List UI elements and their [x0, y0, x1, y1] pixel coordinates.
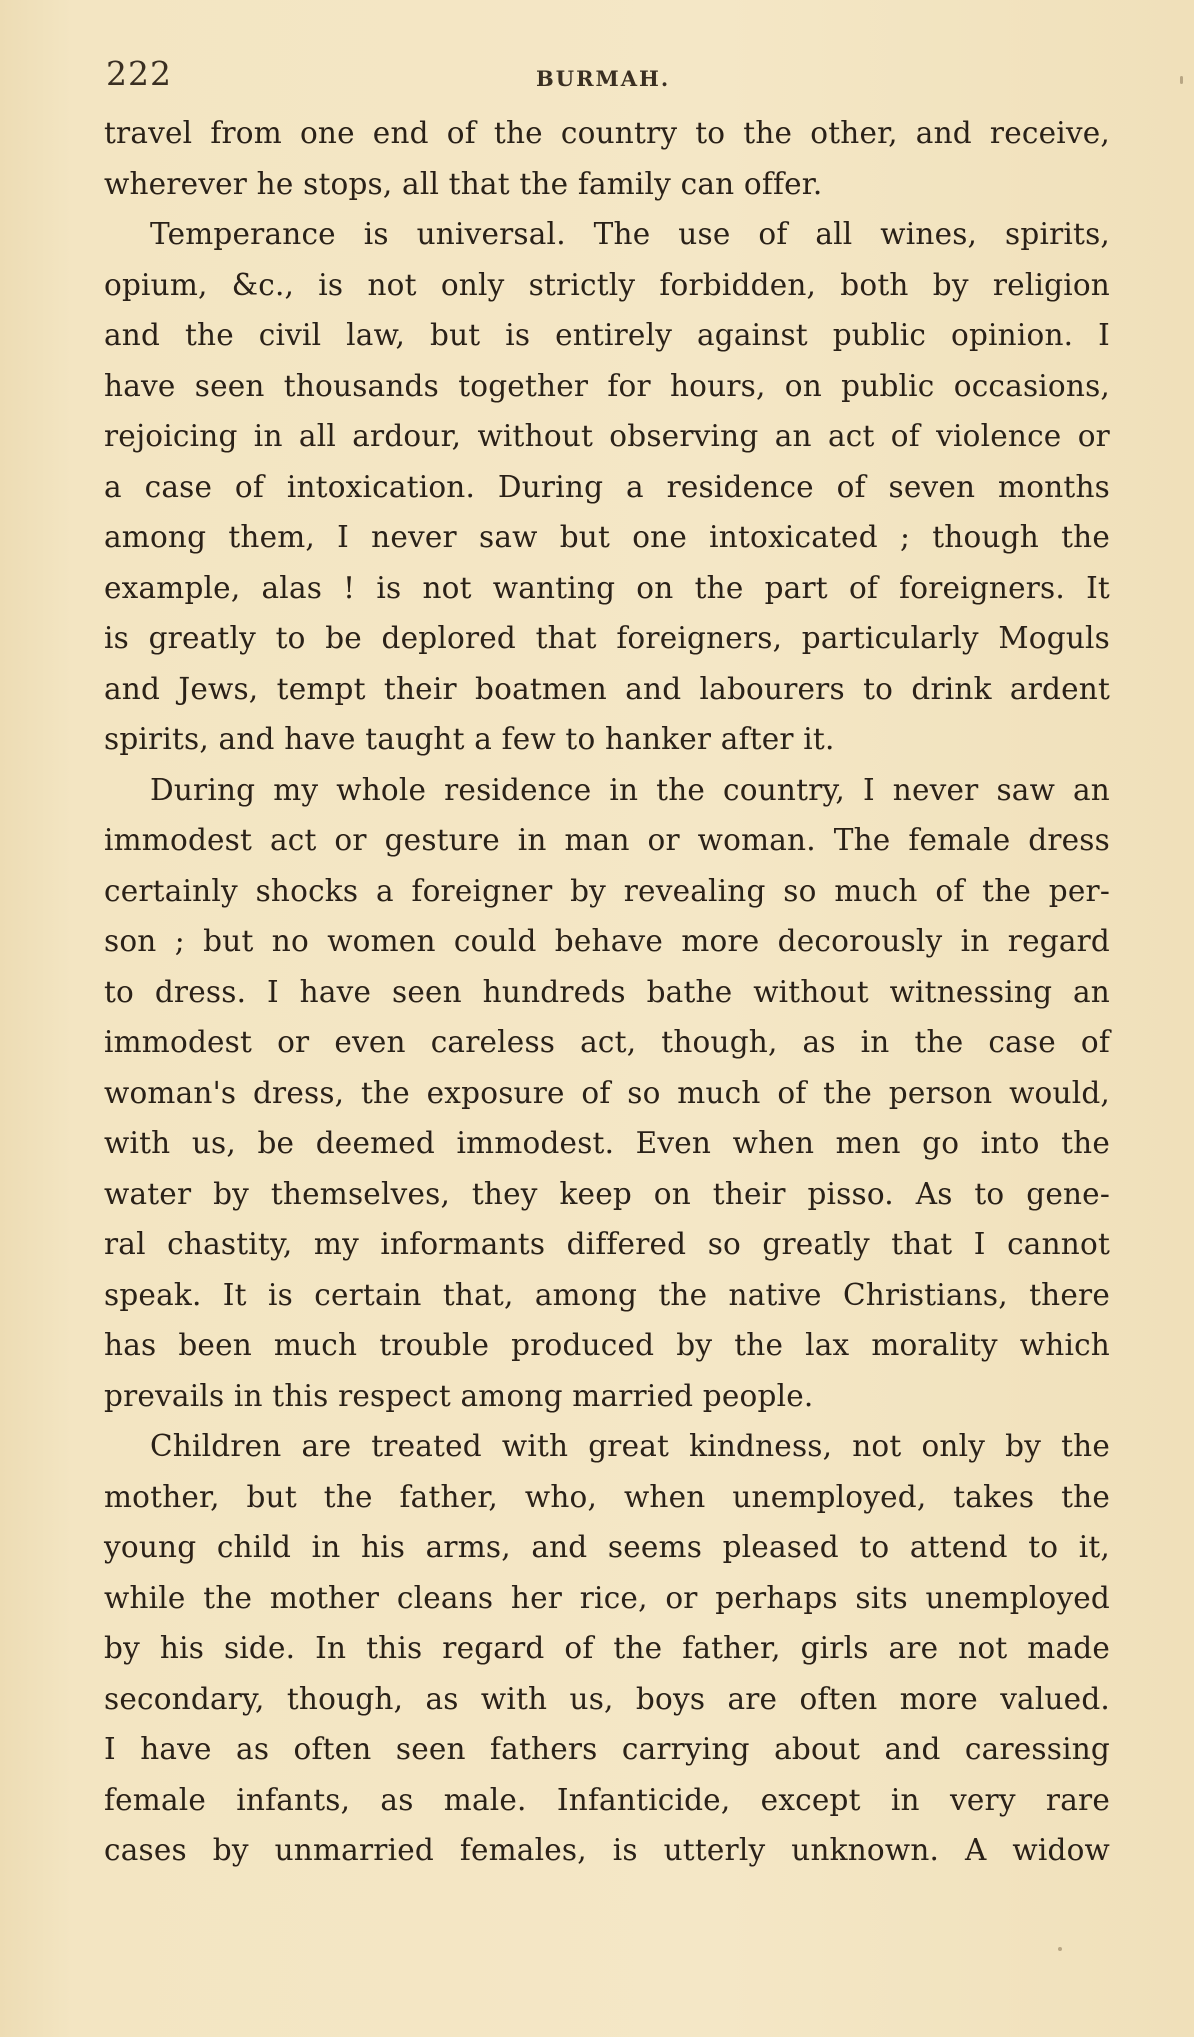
text-line: Children are treated with great kindness, not only by the	[150, 1429, 1110, 1463]
text-line: Temperance is universal. The use of all wines, spirits,	[150, 217, 1110, 251]
text-line: son ; but no women could behave more decorously in regard	[104, 924, 1110, 958]
page-header	[106, 54, 1106, 94]
text-line: female infants, as male. Infanticide, except in very rare	[104, 1782, 1110, 1817]
text-line: prevails in this respect among married people.	[104, 1378, 814, 1413]
body-text	[104, 108, 1110, 1876]
text-line: woman's dress, the exposure of so much of the person would,	[104, 1075, 1110, 1110]
running-head: BURMAH.	[536, 66, 671, 91]
text-line: certainly shocks a foreigner by revealing so much of the per-	[104, 873, 1110, 908]
text-line: rejoicing in all ardour, without observing an act of violence or	[104, 419, 1110, 453]
text-line: immodest act or gesture in man or woman. The female dress	[104, 823, 1110, 857]
text-line: travel from one end of the country to the other, and receive,	[104, 116, 1110, 150]
text-line: immodest or even careless act, though, as in the case of	[104, 1025, 1110, 1059]
text-line: secondary, though, as with us, boys are often more valued.	[104, 1681, 1110, 1716]
text-line: has been much trouble produced by the lax morality which	[104, 1328, 1110, 1362]
text-line: young child in his arms, and seems pleased to attend to it,	[104, 1530, 1110, 1564]
text-line: by his side. In this regard of the father, girls are not made	[104, 1631, 1110, 1665]
text-line: cases by unmarried females, is utterly unknown. A widow	[104, 1833, 1110, 1867]
text-line: speak. It is certain that, among the native Christians, there	[104, 1277, 1110, 1312]
text-line: and Jews, tempt their boatmen and labourers to drink ardent	[104, 671, 1110, 706]
page-number: 222	[106, 54, 172, 93]
text-line: During my whole residence in the country, I never saw an	[150, 772, 1110, 807]
text-line: mother, but the father, who, when unemployed, takes the	[104, 1479, 1110, 1514]
text-line: opium, &c., is not only strictly forbidden, both by religion	[104, 267, 1110, 302]
text-line: have seen thousands together for hours, on public occasions,	[104, 368, 1110, 403]
text-line: while the mother cleans her rice, or perhaps sits unemployed	[104, 1580, 1110, 1615]
text-line: I have as often seen fathers carrying about and caressing	[104, 1732, 1110, 1766]
text-line: example, alas ! is not wanting on the part of foreigners. It	[104, 570, 1110, 605]
paper-speck	[1058, 1947, 1062, 1951]
text-line: among them, I never saw but one intoxicated ; though the	[104, 520, 1110, 554]
text-line: with us, be deemed immodest. Even when men go into the	[104, 1126, 1110, 1160]
paper-speck	[1180, 76, 1183, 84]
text-line: water by themselves, they keep on their pisso. As to gene-	[104, 1176, 1110, 1211]
text-line: a case of intoxication. During a residence of seven months	[104, 469, 1110, 504]
text-line: spirits, and have taught a few to hanker after it.	[104, 722, 835, 756]
text-line: to dress. I have seen hundreds bathe without witnessing an	[104, 974, 1110, 1009]
text-line: wherever he stops, all that the family can offer.	[104, 166, 823, 201]
text-line: and the civil law, but is entirely against public opinion. I	[104, 318, 1110, 352]
text-line: ral chastity, my informants differed so greatly that I cannot	[104, 1227, 1110, 1261]
text-line: is greatly to be deplored that foreigners, particularly Moguls	[104, 621, 1110, 655]
